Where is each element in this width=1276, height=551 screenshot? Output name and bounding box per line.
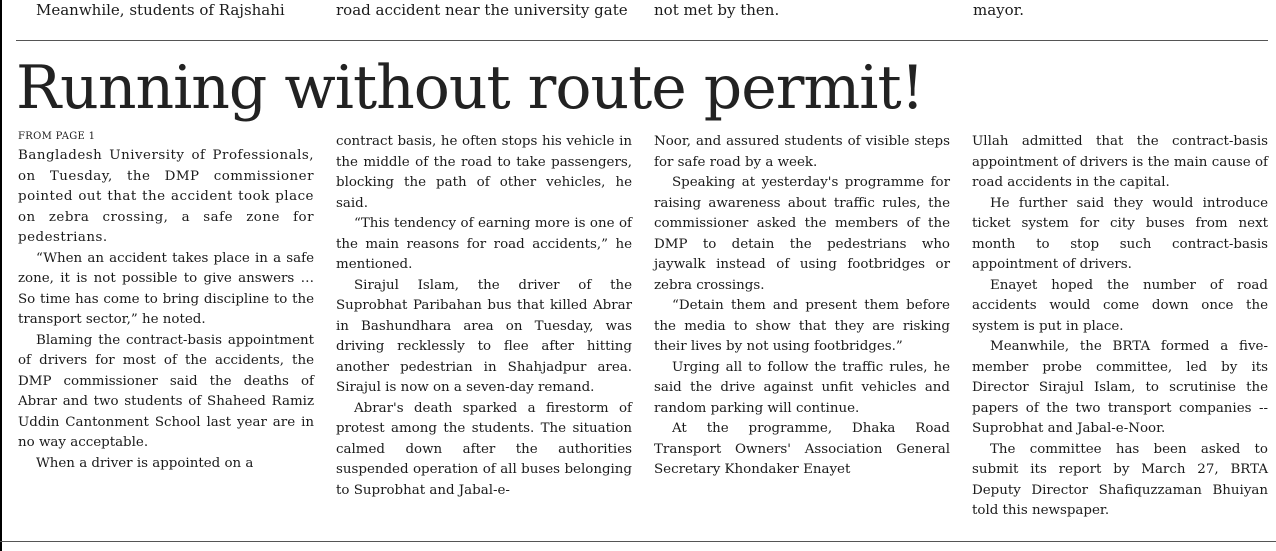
paragraph: He further said they would introduce ticket system for city buses from next month to stop such contract-basis appointment of drivers. xyxy=(972,195,1268,272)
paragraph: “This tendency of earning more is one of the main reasons for road accidents,” he mentioned. xyxy=(336,216,632,272)
continuation-kicker: FROM PAGE 1 xyxy=(18,131,96,142)
paragraph: Speaking at yesterday's programme for raising awareness about traffic rules, the commissioner asked the members of the DMP to detain the pedestrians who jaywalk instead of using footbridges or zebra crossings. xyxy=(654,175,950,293)
article-column-2 xyxy=(336,132,632,501)
top-fragment-col4: mayor. xyxy=(973,1,1024,19)
paragraph: Noor, and assured students of visible steps for safe road by a week. xyxy=(654,134,950,170)
previous-article-fragment xyxy=(0,0,1276,22)
paragraph: Enayet hoped the number of road accidents would come down once the system is put in place. xyxy=(972,277,1268,334)
paragraph: “Detain them and present them before the media to show that they are risking their lives by not using footbridges.” xyxy=(654,298,950,354)
article-column-1 xyxy=(18,146,314,474)
article-column-3 xyxy=(654,132,950,481)
top-fragment-col3: not met by then. xyxy=(654,1,780,19)
paragraph: Urging all to follow the traffic rules, he said the drive against unfit vehicles and random parking will continue. xyxy=(654,359,950,416)
top-fragment-col2: road accident near the university gate xyxy=(336,1,628,19)
paragraph: The committee has been asked to submit its report by March 27, BRTA Deputy Director Shafiquzzaman Bhuiyan told this newspaper. xyxy=(972,441,1268,518)
paragraph: Ullah admitted that the contract-basis appointment of drivers is the main cause of road accidents in the capital. xyxy=(972,134,1268,190)
paragraph: Bangladesh University of Professionals, on Tuesday, the DMP commissioner pointed out that the accident took place on zebra crossing, a safe zone for pedestrians. xyxy=(18,148,314,245)
paragraph: Abrar's death sparked a firestorm of protest among the students. The situation calmed down after the authorities suspended operation of all buses belonging to Suprobhat and Jabal-e- xyxy=(336,400,632,498)
article-column-4 xyxy=(972,132,1268,522)
paragraph: At the programme, Dhaka Road Transport Owners' Association General Secretary Khondaker Enayet xyxy=(654,421,950,477)
paragraph: Blaming the contract-basis appointment of drivers for most of the accidents, the DMP commissioner said the deaths of Abrar and two students of Shaheed Ramiz Uddin Cantonment School last year are in no way acceptable. xyxy=(18,332,314,450)
article-headline: Running without route permit! xyxy=(16,53,924,123)
bottom-rule xyxy=(0,541,1276,542)
paragraph: When a driver is appointed on a xyxy=(36,455,254,471)
top-fragment-col1: Meanwhile, students of Rajshahi xyxy=(36,1,285,19)
paragraph: Meanwhile, the BRTA formed a five-member probe committee, led by its Director Sirajul Islam, to scrutinise the papers of the two transport companies -- Suprobhat and Jabal-e-Noor. xyxy=(972,339,1268,436)
paragraph: Sirajul Islam, the driver of the Suprobhat Paribahan bus that killed Abrar in Bashundhara area on Tuesday, was driving recklessly to flee after hitting another pedestrian in Shahjadpur area. Sirajul is now on a seven-day remand. xyxy=(336,277,632,395)
page-edge xyxy=(0,0,2,551)
paragraph: contract basis, he often stops his vehicle in the middle of the road to take passengers, blocking the path of other vehicles, he said. xyxy=(336,134,632,211)
paragraph: “When an accident takes place in a safe zone, it is not possible to give answers … So time has come to bring discipline to the transport sector,” he noted. xyxy=(18,250,314,327)
divider-rule xyxy=(16,40,1268,41)
